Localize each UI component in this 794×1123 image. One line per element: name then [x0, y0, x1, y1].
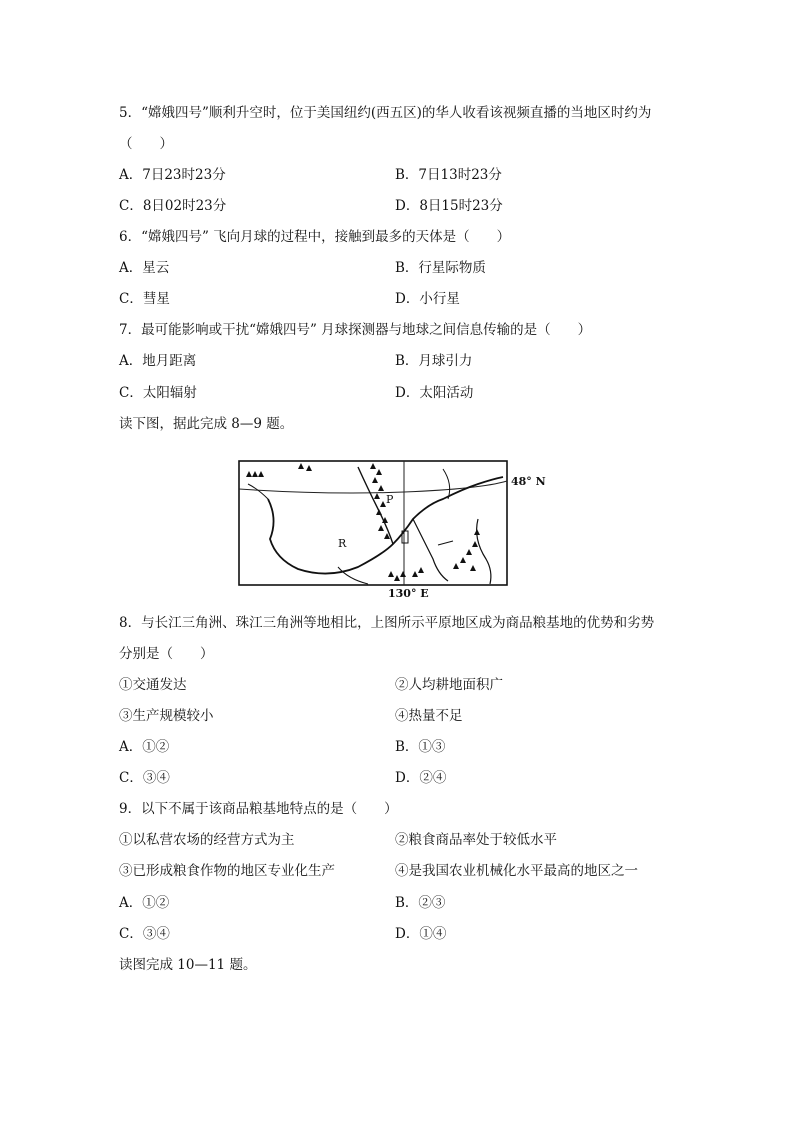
lon-label: 130° E: [388, 587, 429, 599]
q7-option-b: B．月球引力: [395, 353, 473, 369]
q7-option-d: D．太阳活动: [395, 385, 474, 401]
northeast-china-map: [238, 459, 550, 599]
q9-item-4: ④是我国农业机械化水平最高的地区之一: [395, 863, 638, 879]
q6-option-d: D．小行星: [395, 291, 460, 307]
q9-item-1: ①以私营农场的经营方式为主: [119, 832, 295, 848]
q9-option-d: D．①④: [395, 926, 447, 942]
q8-item-4: ④热量不足: [395, 708, 463, 724]
map-frame: [239, 461, 507, 585]
q9-option-c: C．③④: [119, 926, 170, 942]
q5-option-c: C．8日02时23分: [119, 198, 227, 214]
q8-option-c: C．③④: [119, 770, 170, 786]
q8-item-2: ②人均耕地面积广: [395, 677, 503, 693]
q7-option-a: A．地月距离: [119, 353, 197, 369]
q5-option-b: B．7日13时23分: [395, 167, 502, 183]
q8-option-a: A．①②: [119, 739, 170, 755]
intro-8-9: 读下图，据此完成 8—9 题。: [119, 416, 294, 432]
q8-stem-line1: 8．与长江三角洲、珠江三角洲等地相比，上图所示平原地区成为商品粮基地的优势和劣势: [119, 615, 655, 631]
label-r: R: [338, 537, 347, 550]
intro-10-11: 读图完成 10—11 题。: [119, 957, 257, 973]
q5-stem: 5．“嫦娥四号”顺利升空时，位于美国纽约(西五区)的华人收看该视频直播的当地区时约为: [119, 105, 652, 121]
q7-stem: 7．最可能影响或干扰“嫦娥四号” 月球探测器与地球之间信息传输的是（ ）: [119, 322, 592, 338]
q5-option-d: D．8日15时23分: [395, 198, 503, 214]
q6-option-b: B．行星际物质: [395, 260, 486, 276]
q5-option-a: A．7日23时23分: [119, 167, 226, 183]
q8-option-d: D．②④: [395, 770, 447, 786]
label-p: P: [386, 493, 394, 506]
q8-stem-line2: 分别是（ ）: [119, 646, 214, 662]
q6-option-a: A．星云: [119, 260, 170, 276]
q7-option-c: C．太阳辐射: [119, 385, 197, 401]
lat-label: 48° N: [511, 475, 546, 488]
q9-item-2: ②粮食商品率处于较低水平: [395, 832, 557, 848]
q5-answer-paren: （ ）: [119, 136, 173, 152]
q9-item-3: ③已形成粮食作物的地区专业化生产: [119, 863, 335, 879]
q6-option-c: C．彗星: [119, 291, 170, 307]
q9-option-b: B．②③: [395, 895, 446, 911]
q6-stem: 6．“嫦娥四号” 飞向月球的过程中，接触到最多的天体是（ ）: [119, 229, 511, 245]
q9-stem: 9．以下不属于该商品粮基地特点的是（ ）: [119, 801, 398, 817]
q8-item-1: ①交通发达: [119, 677, 187, 693]
q9-option-a: A．①②: [119, 895, 170, 911]
q8-item-3: ③生产规模较小: [119, 708, 214, 724]
q8-option-b: B．①③: [395, 739, 446, 755]
